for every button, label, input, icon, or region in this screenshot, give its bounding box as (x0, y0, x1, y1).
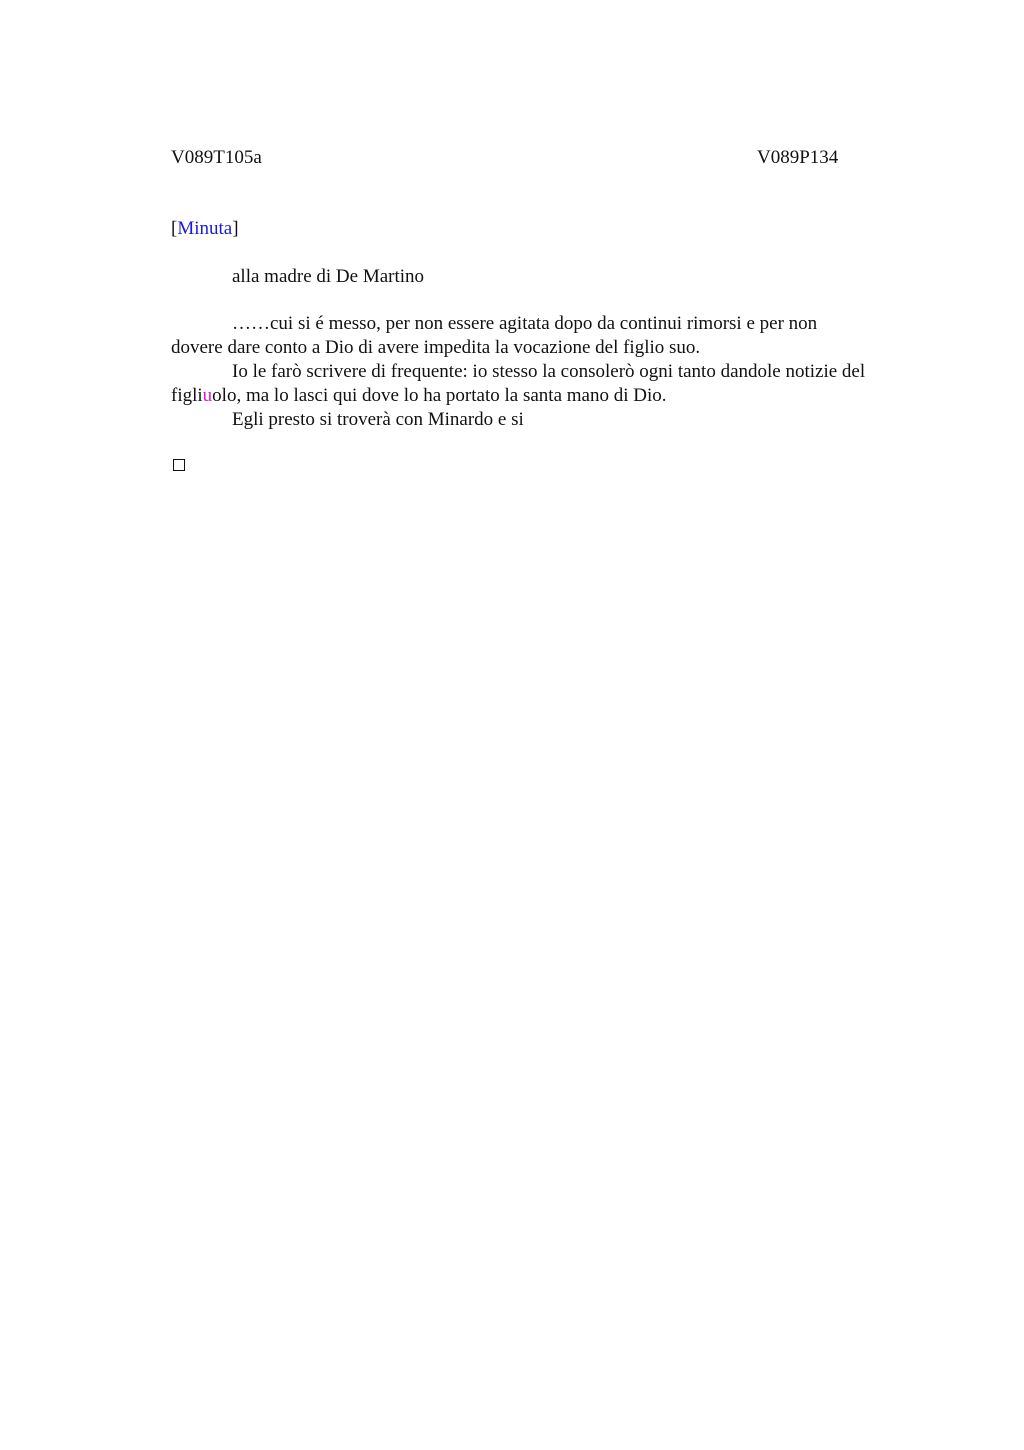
open-bracket: [ (171, 218, 178, 239)
close-bracket: ] (232, 218, 239, 239)
highlighted-letter: u (202, 385, 213, 406)
letter-body (171, 312, 931, 432)
document-code-right: V089P134 (757, 147, 839, 168)
body-line: dovere dare conto a Dio di avere impedita la vocazione del figlio suo. (171, 337, 701, 358)
body-line: Egli presto si troverà con Minardo e si (232, 409, 524, 430)
body-line: ……cui si é messo, per non essere agitata dopo da continui rimorsi e per non (232, 313, 818, 334)
body-line: Io le farò scrivere di frequente: io stesso la consolerò ogni tanto dandole notizie del (232, 361, 866, 382)
body-text-fragment: olo, ma lo lasci qui dove lo ha portato la santa mano di Dio. (212, 385, 667, 406)
document-type (171, 217, 239, 241)
square-outline-icon (173, 459, 185, 471)
document-code-left: V089T105a (171, 147, 262, 168)
body-text-fragment: figli (171, 385, 203, 406)
body-line (171, 384, 931, 408)
document-type-label: Minuta (177, 218, 233, 239)
recipient-line: alla madre di De Martino (232, 266, 425, 287)
